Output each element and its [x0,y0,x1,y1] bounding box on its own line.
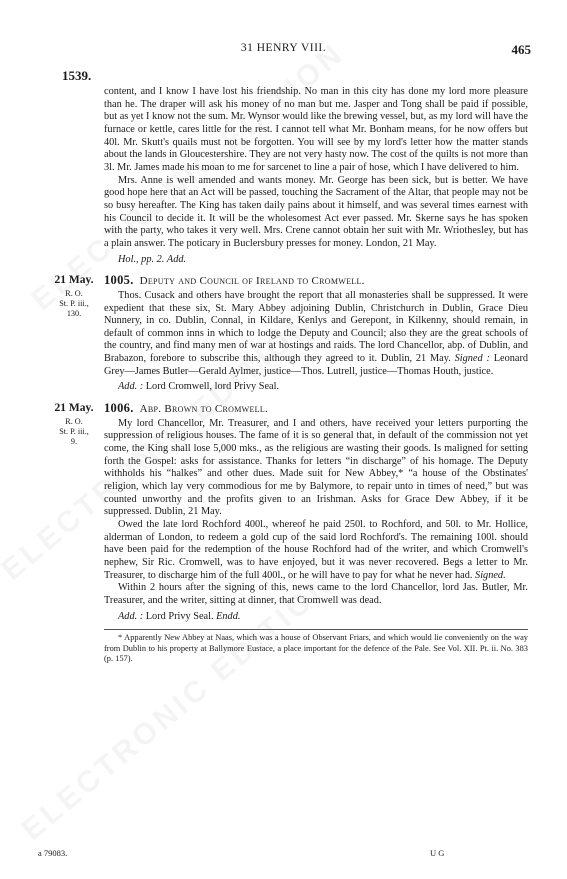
year-margin: 1539. [62,68,92,83]
entry-date: 21 May. [54,402,94,415]
page-number: 465 [511,42,531,57]
intro-paragraph: content, and I know I have lost his friendship. No man in this city has done my lord more pleasure than he. The draper will ask his money of no man but me. Jasper and Tong shall be paid if possible, but as yet I know not the sum. Mr. Wynsor would like the brewing vessel, but, as my lord will have the furnace or kettle, cares little for the rest. I cannot tell what Mr. Bonham means, for he now offers but 40l. Mr. Skutt's quails must not be forgotten. You will see by my lord's letter how the matter stands about the lands in Gloucestershire. They are not very hasty now. The cost of the quilts is not more than 3l. Mr. James made his moan to me for sarcenet to line a pair of hose, which I have delivered to him. [104,86,528,173]
intro-note [104,254,528,267]
entry-ref: 130. [66,308,82,318]
entry-heading [104,402,528,416]
intro-paragraph: Mrs. Anne is well amended and wants money. Mr. George has been sick, but is better. We have good hope here that an Act will be passed, touching the Sacrament of the Altar, that people may not be so busy hereafter. The King has taken daily pains about it himself, and was several times earnest with his Council to decide it. It will be the wholesomest Act ever passed. Mr. Skerne says he has spoken with the party, who takes it very well. Mrs. Crene cannot obtain her suit with Mr. Wriothesley, but has a plain answer. The poticary in Buclersbury presses for money. London, 21 May. [104,174,528,249]
entry-address: Add. : Lord Privy Seal. Endd. [118,610,241,622]
footnote-rule [104,629,528,630]
note-value: Add. [166,253,187,265]
entry-ref: R. O. [65,416,83,426]
entry-ref: St. P. iii., [59,426,89,436]
entry-date: 21 May. [54,274,94,287]
entry-heading [104,274,528,288]
imprint-code: a 79083. [38,848,68,858]
entry-number: 1005. [104,273,134,288]
entry-paragraph: Owed the late lord Rochford 400l., whereof he paid 250l. to Rochford, and 50l. to Mr. Hollice, alderman of London, to redeem a gold cup of the said lord Rochford's. The remaining 100l. should have been paid for the redemption of the house Rochford had of the writer, and which Cromwell's nephew, Sir Ric. Cromwell, was to have enjoyed, but it was never recovered. Begs a letter to Mr. Treasurer, to discharge him of the full 400l., or he will have to pay for what he never had. Signed. [104,519,528,581]
endorsed-label: Endd. [216,610,241,622]
signed-inline: Signed. [475,569,506,581]
page-header [0,42,567,58]
entry-paragraph: Thos. Cusack and others have brought the report that all monasteries shall be suppressed. It were expedient that these six, St. Mary Abbey adjoining Dublin, Christchurch in Dublin, Grace Dieu Nunnery, in co. Dublin, Connal, in Kildare, Kenlys and Gerepont, in Kilkenny, should remain, in default of common inns in which to lodge the Deputy and Council; also they are the great schools of the country, and find many men of war at hostings and raids. The lord Chancellor, abp. of Dublin, and Brabazon, forebore to subscribe this, although they agreed to it. Dublin, 21 May. Signed : Leonard Grey—James Butler—Gerald Aylmer, justice—Thos. Lutrell, justice—Thomas Houth, justice. [104,289,529,377]
entry-paragraph: Within 2 hours after the signing of this, news came to the lord Chancellor, lord Jas. Butler, Mr. Treasurer, and the writer, sitting at dinner, that Cromwell was dead. [104,582,528,606]
signature-mark: U G [430,848,445,858]
entry-ref: R. O. [65,288,83,298]
entry-address: Add. : Lord Cromwell, lord Privy Seal. [118,381,280,393]
signatories: Leonard Grey—James Butler—Gerald Aylmer, justice—Thos. Lutrell, justice—Thomas Houth, justice. [104,353,529,377]
entry-1005 [54,273,529,394]
entry-1006 [54,401,528,623]
entry-number: 1006. [104,401,134,416]
entry-title: Abp. Brown to Cromwell. [139,403,269,416]
intro-section [104,86,528,266]
printer-imprint [38,848,528,860]
note-label: Hol., pp. 2. [118,253,165,265]
signed-label: Signed : [454,353,490,365]
entry-ref: St. P. iii., [59,298,89,308]
add-label: Add. : [118,610,144,622]
entry-marginalia [50,274,98,319]
entry-title: Deputy and Council of Ireland to Cromwell. [139,275,365,288]
entry-marginalia [50,402,98,447]
entry-ref: 9. [70,436,78,446]
page-body [54,86,529,664]
add-label: Add. : [118,381,144,393]
running-title: 31 HENRY VIII. [240,42,327,54]
entry-paragraph: My lord Chancellor, Mr. Treasurer, and I and others, have received your letters purporting the suppression of religious houses. The fame of it is so general that, in default of the commission not yet come, the King shall lose 5,000 mks., as the religious are wasting their goods. Is maligned for setting forth the Gospel: asks for assistance. Thanks for letters “in discharge” of his homage. The Deputy withholds his “halkes” and other dues. Made suit for New Abbey,* “a house of the Obstinates' religion, which lay very commodious for me by Balymore, to repair unto in times of need,” but was counted unworthy and the profits given to an Irishman. Asks for Grace Dew Abbey, if it be suppressed. Dublin, 21 May. [104,417,528,518]
footnote: * Apparently New Abbey at Naas, which was a house of Observant Friars, and which would lie conveniently on the way from Dublin to his property at Ballymore Eustace, a place important for the defence of the Pale. See Vol. XII. Pt. ii. No. 383 (p. 157). [104,633,528,663]
